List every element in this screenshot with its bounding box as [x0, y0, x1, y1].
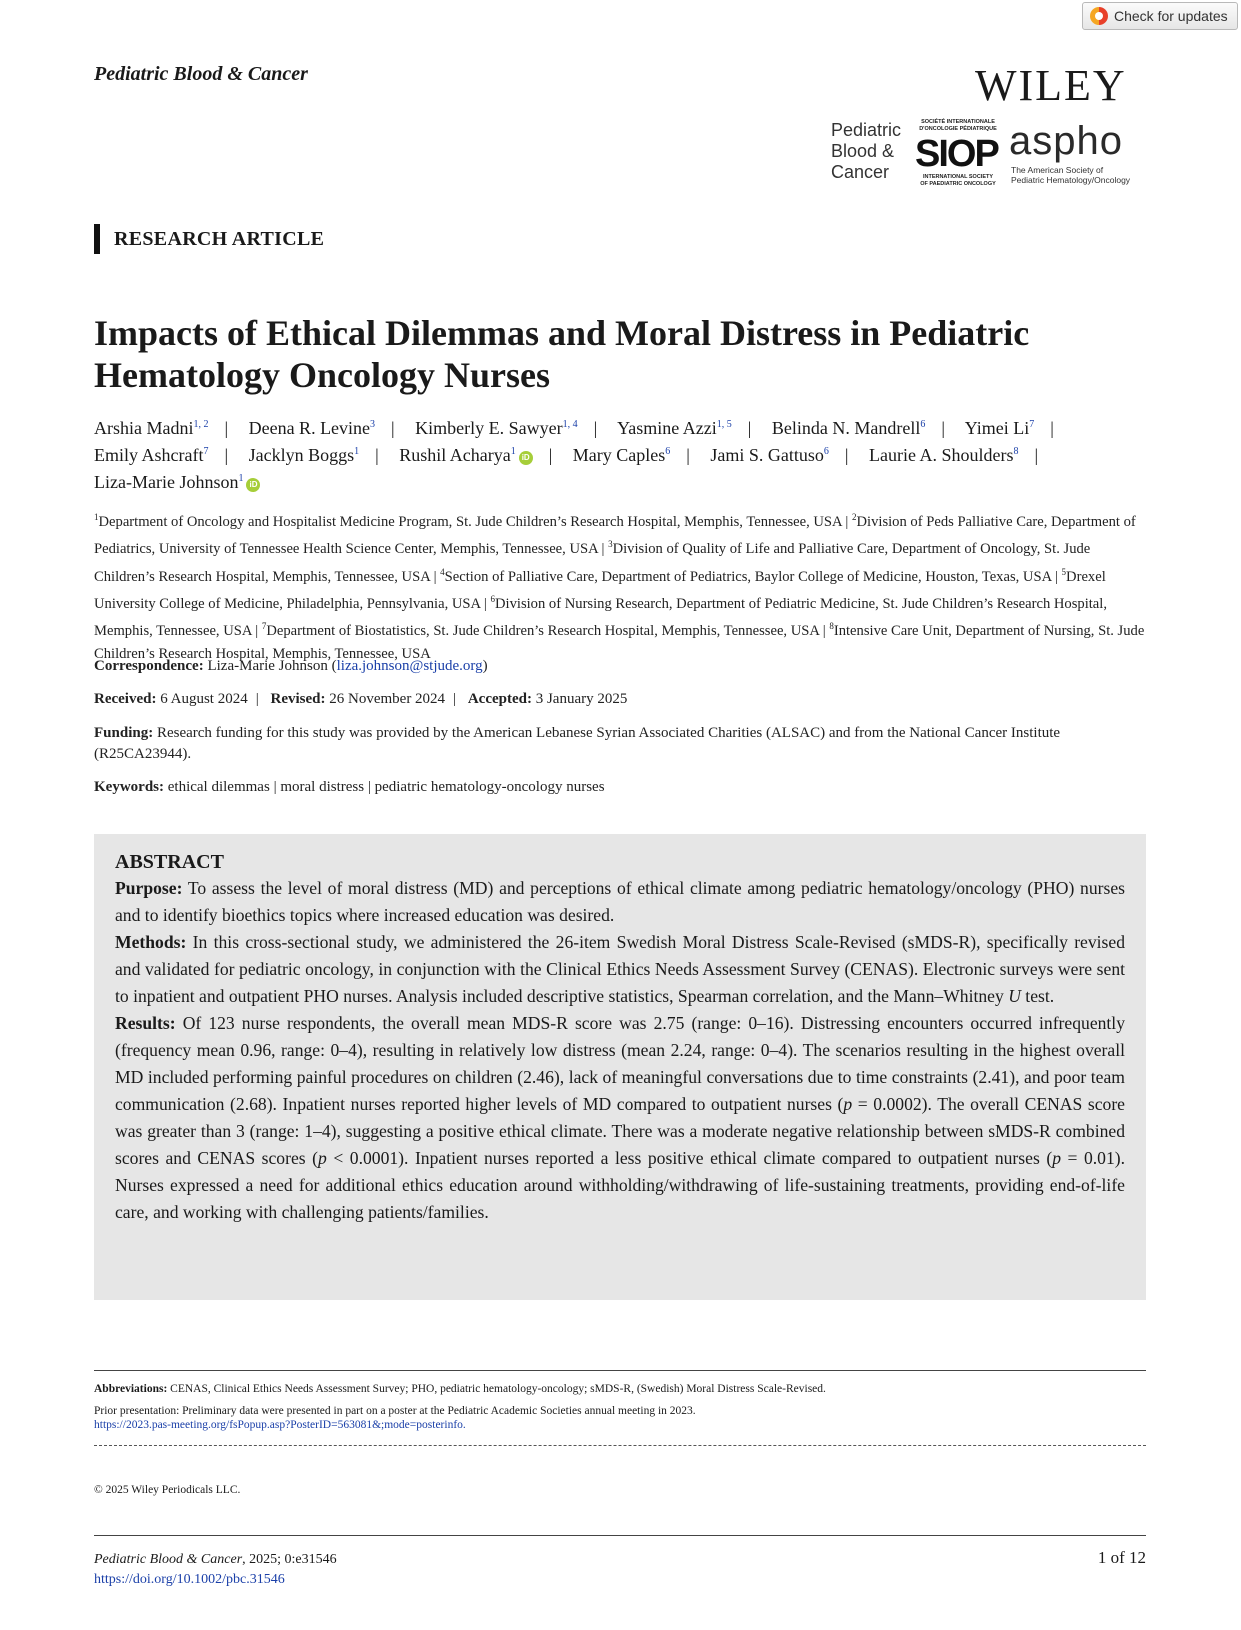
author-affiliation-number: 6	[665, 446, 671, 457]
author-separator: |	[224, 445, 229, 465]
aspho-sub-line: The American Society of	[1011, 165, 1104, 175]
revised-label: Revised:	[270, 691, 326, 707]
author-affiliation-number: 1	[510, 446, 516, 457]
affiliations	[94, 506, 1150, 665]
affiliation-text: Division of Quality of Life and Palliative Care, Department of Oncology, St. Jude Children’s Research Hospital, Memphis, Tennessee, USA	[94, 541, 1091, 585]
author-affiliation-number: 1	[354, 446, 360, 457]
author[interactable]	[573, 445, 670, 465]
methods-text: In this cross-sectional study, we administered the 26-item Swedish Moral Distress Scale-Revised (sMDS-R), specifically revised and validated for pediatric oncology, in conjunction with the Clinical Ethics Needs Assessment Survey (CENAS). Electronic surveys were sent to inpatient and outpatient PHO nurses. Analysis included descriptive statistics, Spearman correlation, and the Mann–Whitney	[115, 932, 1125, 1006]
update-icon	[1090, 7, 1108, 25]
dashed-divider	[94, 1445, 1146, 1446]
results-label: Results:	[115, 1013, 176, 1033]
author-name: Yimei Li	[964, 418, 1030, 438]
affiliation-separator: |	[819, 623, 830, 640]
aspho-logo: aspho	[1009, 119, 1123, 163]
author-name: Jacklyn Boggs	[248, 445, 355, 465]
affiliation-text: Division of Nursing Research, Department of Pediatric Medicine, St. Jude Children’s Research Hospital, Memphis, Tennessee, USA	[94, 595, 1107, 640]
funding-label: Funding:	[94, 725, 154, 741]
author[interactable]	[617, 418, 732, 438]
results-text: = 0.0002). The overall CENAS score was greater than 3 (range: 1–4), suggesting a positive ethical climate. There was a moderate negative relationship between sMDS-R combined scores and CENAS scores (	[115, 1094, 1125, 1168]
affiliation-text: Division of Peds Palliative Care, Department of Pediatrics, University of Tennessee Health Science Center, Memphis, Tennessee, USA	[94, 513, 1136, 558]
funding-text: Research funding for this study was provided by the American Lebanese Syrian Associated Charities (ALSAC) and from the National Cancer Institute (R25CA23944).	[94, 725, 1061, 762]
affiliation-separator: |	[251, 623, 262, 640]
check-for-updates-label: Check for updates	[1114, 8, 1228, 24]
p-symbol: p	[1052, 1148, 1061, 1168]
author-name: Kimberly E. Sawyer	[415, 418, 563, 438]
siop-bottom-line: OF PAEDIATRIC ONCOLOGY	[920, 180, 996, 187]
author[interactable]	[94, 445, 208, 465]
affiliation-number: 8	[829, 621, 834, 632]
affiliation-text: Section of Palliative Care, Department of Pediatrics, Baylor College of Medicine, Houston, Texas, USA	[444, 568, 1052, 585]
received-date: 6 August 2024	[160, 691, 248, 707]
correspondence-email-link[interactable]: liza.johnson@stjude.org	[336, 658, 483, 674]
author-affiliation-number: 1	[238, 473, 244, 484]
abbreviations-label: Abbreviations:	[94, 1383, 168, 1395]
article-type-label: RESEARCH ARTICLE	[114, 227, 325, 250]
author-name: Rushil Acharya	[399, 445, 511, 465]
author[interactable]	[772, 418, 925, 438]
affiliation-number: 1	[94, 512, 99, 522]
methods-text-end: test.	[1020, 986, 1055, 1006]
author[interactable]	[399, 445, 532, 465]
author-affiliation-number: 1, 4	[562, 419, 578, 430]
revised-date: 26 November 2024	[329, 691, 446, 707]
siop-top-line: D'ONCOLOGIE PÉDIATRIQUE	[919, 126, 997, 132]
author-separator: |	[941, 418, 945, 438]
footer-journal: Pediatric Blood & Cancer	[94, 1552, 243, 1567]
author-separator: |	[548, 445, 553, 465]
affiliation-text: Department of Biostatistics, St. Jude Children’s Research Hospital, Memphis, Tennessee, USA	[266, 623, 820, 640]
purpose-label: Purpose:	[115, 878, 183, 898]
abstract-heading: ABSTRACT	[115, 851, 224, 873]
author-name: Belinda N. Mandrell	[771, 418, 921, 438]
correspondence-name: Liza-Marie Johnson	[207, 658, 328, 674]
footnote-divider	[94, 1370, 1146, 1371]
pbc-logo-line: Pediatric	[831, 120, 902, 140]
footer-citation-text: , 2025; 0:e31546	[242, 1552, 337, 1567]
correspondence-label: Correspondence:	[94, 658, 204, 674]
siop-logo-top-text	[913, 119, 1003, 133]
author-affiliation-number: 6	[920, 419, 926, 430]
orcid-icon[interactable]: iD	[246, 478, 260, 492]
author[interactable]	[94, 418, 208, 438]
results-text: Of 123 nurse respondents, the overall mean MDS-R score was 2.75 (range: 0–16). Distressing encounters occurred infrequently (frequency mean 0.96, range: 0–4), resulting in relatively low distress (mean 2.24, range: 0–4). The scenarios resulting in the highest overall MD included performing painful procedures on children (2.46), lack of meaningful conversations due to time constraints (2.41), and poor team communication (2.68). Inpatient nurses reported higher levels of MD compared to outpatient nurses (	[115, 1013, 1125, 1114]
author-affiliation-number: 7	[203, 446, 209, 457]
received-label: Received:	[94, 691, 157, 707]
author-separator: |	[391, 418, 395, 438]
results-text: = 0.01). Nurses expressed a need for additional ethics education around withholding/withdrawing of life-sustaining treatments, providing end-of-life care, and working with challenging patients/families.	[115, 1148, 1126, 1222]
author-separator: |	[1050, 418, 1054, 438]
abstract-results	[115, 1010, 1125, 1226]
abbreviations	[94, 1381, 1146, 1397]
author-name: Laurie A. Shoulders	[869, 445, 1014, 465]
accepted-label: Accepted:	[467, 691, 532, 707]
author-separator: |	[844, 445, 849, 465]
author[interactable]	[249, 418, 375, 438]
author[interactable]	[415, 418, 577, 438]
abbreviations-text: CENAS, Clinical Ethics Needs Assessment Survey; PHO, pediatric hematology-oncology; sMDS-R, (Swedish) Moral Distress Scale-Revised.	[170, 1383, 826, 1395]
author-separator: |	[593, 418, 598, 438]
author[interactable]	[249, 445, 360, 465]
affiliation-number: 7	[261, 621, 267, 632]
affiliation-text: Department of Oncology and Hospitalist Medicine Program, St. Jude Children’s Research Hospital, Memphis, Tennessee, USA	[98, 513, 842, 530]
prior-presentation-text: Prior presentation: Preliminary data were presented in part on a poster at the Pediatric Academic Societies annual meeting in 2023.	[94, 1405, 696, 1417]
affiliation-separator: |	[480, 595, 491, 612]
abstract-methods	[115, 929, 1125, 1010]
author-separator: |	[224, 418, 229, 438]
purpose-text: To assess the level of moral distress (MD) and perceptions of ethical climate among pediatric hematology/oncology (PHO) nurses and to identify bioethics topics where increased education was desired.	[115, 878, 1125, 925]
pbc-logo	[831, 120, 901, 183]
author-name: Mary Caples	[572, 445, 666, 465]
affiliation-separator: |	[841, 513, 852, 530]
siop-logo-bottom-text	[913, 174, 1003, 187]
keyword: moral distress	[280, 779, 365, 795]
author-affiliation-number: 7	[1029, 419, 1035, 430]
author-name: Deena R. Levine	[248, 418, 371, 438]
footer-journal-line	[94, 1550, 337, 1570]
author-affiliation-number: 3	[370, 419, 376, 430]
journal-name: Pediatric Blood & Cancer	[94, 63, 308, 85]
keywords: Keywords: ethical dilemmas | moral distress | pediatric hematology-oncology nurses	[94, 779, 605, 795]
copyright: © 2025 Wiley Periodicals LLC.	[94, 1484, 241, 1496]
author-separator: |	[1034, 445, 1039, 465]
article-title: Impacts of Ethical Dilemmas and Moral Distress in Pediatric Hematology Oncology Nurses	[94, 313, 1030, 395]
author-list	[94, 413, 1154, 494]
correspondence: Correspondence: Liza-Marie Johnson (liza.johnson@stjude.org)	[94, 658, 488, 674]
orcid-icon[interactable]: iD	[519, 451, 533, 465]
footer-citation	[94, 1550, 337, 1590]
methods-label: Methods:	[115, 932, 187, 952]
siop-bottom-line: INTERNATIONAL SOCIETY	[922, 174, 994, 180]
keywords-label: Keywords:	[94, 779, 164, 795]
siop-top-line: SOCIÉTÉ INTERNATIONALE	[921, 119, 995, 125]
author[interactable]	[965, 418, 1035, 438]
affiliation-number: 2	[852, 512, 857, 522]
affiliation-number: 5	[1061, 566, 1067, 577]
author[interactable]	[710, 445, 829, 465]
author-separator: |	[375, 445, 379, 465]
keyword: pediatric hematology-oncology nurses	[374, 779, 605, 795]
doi-link[interactable]: https://doi.org/10.1002/pbc.31546	[94, 1572, 285, 1587]
affiliation-separator: |	[1051, 568, 1062, 585]
author-affiliation-number: 8	[1013, 446, 1019, 457]
prior-presentation	[94, 1404, 1146, 1432]
footer-divider	[94, 1535, 1146, 1536]
affiliation-number: 4	[440, 566, 445, 577]
affiliation-number: 6	[490, 594, 495, 605]
methods-u-symbol: U	[1008, 986, 1021, 1006]
author-separator: |	[747, 418, 752, 438]
affiliation-number: 3	[608, 539, 613, 550]
pbc-logo-line: Cancer	[831, 162, 890, 182]
check-for-updates-button[interactable]	[1082, 2, 1238, 30]
pbc-logo-line: Blood &	[831, 141, 895, 161]
accepted-date: 3 January 2025	[535, 691, 628, 707]
author-affiliation-number: 1, 2	[193, 419, 209, 430]
author-name: Liza-Marie Johnson	[94, 472, 239, 492]
p-symbol: p	[318, 1148, 327, 1168]
siop-logo: SIOP	[915, 133, 998, 175]
page-number: 1 of 12	[1097, 1548, 1146, 1567]
wiley-logo: WILEY	[975, 61, 1127, 110]
author-name: Emily Ashcraft	[94, 445, 204, 465]
affiliation-text: Drexel University College of Medicine, Philadelphia, Pennsylvania, USA	[94, 568, 1106, 612]
abstract	[115, 849, 1125, 1226]
affiliation-text: Intensive Care Unit, Department of Nursing, St. Jude Children’s Research Hospital, Memphis, Tennessee, USA	[94, 623, 1145, 662]
article-type	[94, 224, 324, 254]
results-text: < 0.0001). Inpatient nurses reported a less positive ethical climate compared to outpatient nurses (	[326, 1148, 1053, 1168]
funding	[94, 723, 1150, 765]
affiliation-separator: |	[597, 541, 609, 558]
affiliation-separator: |	[429, 568, 441, 585]
author-separator: |	[686, 445, 690, 465]
author-name: Arshia Madni	[94, 418, 194, 438]
author-affiliation-number: 1, 5	[716, 419, 732, 430]
author[interactable]	[869, 445, 1018, 465]
aspho-sub-line: Pediatric Hematology/Oncology	[1011, 175, 1131, 185]
keyword: ethical dilemmas	[167, 779, 270, 795]
author-name: Yasmine Azzi	[617, 418, 717, 438]
p-symbol: p	[843, 1094, 853, 1114]
poster-link[interactable]: https://2023.pas-meeting.org/fsPopup.asp?PosterID=563081&;mode=posterinfo.	[94, 1419, 466, 1431]
author[interactable]	[94, 472, 260, 492]
article-dates: Received: 6 August 2024 | Revised: 26 November 2024 | Accepted: 3 January 2025	[94, 691, 628, 707]
author-name: Jami S. Gattuso	[710, 445, 824, 465]
aspho-subtitle	[1011, 165, 1130, 185]
author-affiliation-number: 6	[823, 446, 829, 457]
abstract-purpose	[115, 875, 1125, 929]
